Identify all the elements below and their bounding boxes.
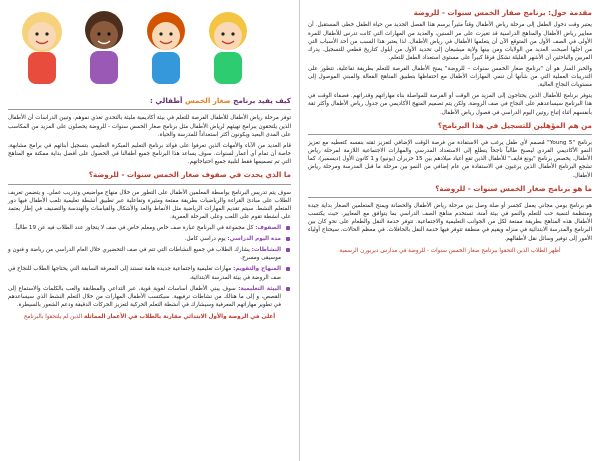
list-item: النشاطات: يشارك الطلاب في جميع النشاطات التي تتم في صف التحضيري خلال العام الدراسي من رياضة و فنون و موسيقى ومسرح.	[8, 247, 281, 262]
eligible-paragraph: برنامج "Young 5" مُصمم لأي طفل يرغب في الاستفادة من فرصة الوقت الإضافي لتعزيز ثقته بنفسه كتعطيه مع تعزيز النمو الأكاديمي الفردي ليصبح طالباً ناجحاً يتطلع إلى الاستعداد المدرسي والمهارات الاجتماعية اللازمة لمرحلة رياض الأطفال. يخصص برنامج "يونغ فايف" للأطفال الذين تقع أعياد ميلادهم بين 15 حزيران (يونيو) و 1 كانون الأول (ديسمبر). كما تشجع البرنامج الأطفال الذين يرغبون في الاستفادة من عام إضافي من النمو بين مرحلة ما قبل المدرسة ومرحلة رياض الأطفال.	[308, 140, 593, 179]
happens-title: ما الذي يحدث في صفوف صغار الخمس سنوات - للروضة؟	[88, 170, 291, 180]
list-item: البيئة التعليمية: سوف يبني الأطفال أساسات لغوية قوية، عبر التداعي والمطابقة والعب بالكلمات والاستماع إلى القصص، و إلى ما هنالك من نشاطات ترفيهية. سيكتسب الأطفال المهارات من خلال التعلم النشط الذي سيساعدهم في تطوير مهاراتهم المعرفية وسيشارك في أنشطة التعلم الحركية لتعزيز الحركات الدقيقة ودعم الشعور بالسيطرة.	[8, 285, 281, 308]
right-footer: أظهر الطلاب الذين التحقوا ببرنامج صغار الخمس سنوات - للروضة في مدارس ديربورن الرسمية	[339, 247, 561, 254]
benefit-title: كيف يفيد برنامج صغار الخمس أطفالي :	[150, 96, 291, 105]
title-underline	[8, 184, 291, 185]
list-item: المنهاج والتقويم: مهارات تعليمية واجتماعية جديدة هامة تستند إلى المعرفة السابقة التي يحتاجها الطلاب للنجاح في صف الروضة في بيئة المدرسة الابتدائية.	[8, 266, 281, 281]
kid-redhead-icon	[136, 4, 196, 92]
intro-paragraph-3: يتوفر برنامج للأطفال الذين يحتاجون إلى المزيد من الوقت أو الفرصة للمواصلة بناء مهاراتهم وقدراتهم. فصفاء الوقت في هذا البرنامج سيساعدهم على النجاح في صف الروضة. ولكن يتم تصميم المنهج الأكاديمي من جدول رياض الأطفال وأكثر ثقة بأنفسهم أثناء إتباع روتين اليوم الدراسي في فصول رياض الأطفال.	[308, 93, 592, 116]
list-item: الصفوف: كل مجموعة في البرنامج عبارة صف خاص ومعلم خاص في صف لا يتجاوز عدد الطلاب فيه عن 19 طالباً.	[8, 224, 281, 232]
title-underline	[8, 109, 291, 110]
happens-paragraph: سوف يتم تدريس البرنامج بواسطة المعلمين الأطفال على التطور من خلال منهاج مواضيعي وتدريب عملي. و يتضمن تعريف الطلاب على مبادئ القراءة والرياضيات بطريقة ممتعة ومثيرة وتفاعلية عبر تطبيق أنشطة تعليمية تلعب الأطفال فيها دور المتعلم النشط. سيتم تقديم المهارات الرياضية مثل الأنماط والعد والأشكال والقياسات والهندسة والتصنيف في إطار يعتمد على أنشطة تقوم على اللعب وعلى المرحلة العمرية.	[8, 189, 291, 220]
title-underline	[308, 134, 592, 135]
kid-smiling-icon	[198, 4, 258, 92]
title-underline	[308, 197, 592, 198]
kid-blonde-icon	[12, 4, 72, 92]
list-item: مدة اليوم الدراسي: يوم دراسي كامل.	[8, 235, 281, 243]
feature-list	[8, 224, 291, 309]
eligible-title: من هم المؤهلين للتسجيل في هذا البرنامج؟	[437, 120, 592, 130]
benefit-paragraph-1: توفر مرحلة رياض الأطفال للأطفال الفرصة للتعلم في بيئة أكاديمية مليئة بالتحدي تغذي نموهم. وتبين الدراسات أن الأطفال الذين يلتحقون ببرامج تهيئهم لرياض الأطفال مثل برنامج صغار الخمس سنوات - للروضة يحصلون على المزيد من المكاسب على المدى البعيد ويكونون أكثر استعداداً للمدرسة والحياة.	[8, 115, 291, 138]
kid-curly-icon	[74, 4, 134, 92]
left-footer: أعلى في الروضة والأول الابتدائي مقارنة بالطلاب في الأعمار المماثلة الذين لم يلتحقوا بالبرنامج	[23, 313, 276, 320]
right-column	[300, 0, 600, 461]
what-title: ما هو برنامج صغار الخمس سنوات - للروضة؟	[435, 183, 592, 193]
intro-paragraph-2: والخبر السار هو أن "برنامج صغار الخمس سنوات – للروضة" يمنح الأطفال الفرصة للتعلم بطريقة تفاعلية، تتطور على التدريبات العملية التي من شأنها أن تنمي المهارات الأطفال مع احتفاظها بتطبيق المناهج الفعالة والمبني الموصول إلى مستويات النجاح العالية.	[308, 65, 592, 89]
what-paragraph: هو برنامج يومي مجاني يعمل كجسر أو صلة وصل بين مرحلة رياض الأطفال والحضانة ويمنح المتعلمين الصغار بداية جيدة ومنتظمة لتنمية حب للتعلم والنمو في بيئة آمنة، تستخدم مناهج الصف الدراسي بما يتوافق مع المعايير. حيث يكتسب الأطفال هذه المناهج بطريقة ممتعة لكل من الجوانب التعليمية والاجتماعية. تتوفر خدمة النقل والطعام على نحو كان بين البرنامج والمدرسة الابتدائية في منزله ويقيم في منطقة تتوفر فيها خدمة النقل بالحافلات. في معظم الحالات، سيحتاج أولياء الأمور إلى توفير وسائل نقل لأطفالهم.	[308, 203, 592, 242]
benefit-paragraph-2: قام العديد من الآباء والأمهات الذين تعرفوا على فوائد برنامج التعليم المبكرة التعليمي بتسجيل أبنائهم في برامج مشابهة، خاصة أن تمام أي أعمار لسنوات. سوف يساعد هذا البرنامج جميع أطفالنا في الحصول على أفضل بداية ممكنة مع المناهج التي تم تصميمها فقط لتلبية جميع احتياجاتهم.	[8, 142, 291, 165]
kids-illustration	[8, 4, 291, 92]
intro-title: مقدمة حول: برنامج صفار الخمس سنوات - للروضة	[413, 8, 592, 17]
intro-paragraph-1: يعتبر وقت دخول الطفل إلى مرحلة رياض الأطفال وقتاً مثيراً يرسم هذا الفصل الجديد من حياة الطفل خطى المستقبل. أن معايير رياض الأطفال والمناهج الدراسية قد تغيرت على مر السنين، والعديد من المهارات التي كانت تدرس للأطفال للمرة الأولى في الصف الأول من المتوقع الآن أن يتعلمها الأطفال في رياض الأطفال. لذا يعتبر هذا السبب من أحد الأسباب التي من أجلها أصبحت العديد من الولايات ومن بينها ولاية ميشيغان إلى تحديد الأول من أيلول كتاريخ قطعي للتسجيل. يدرك المربين والباحثين أن الأشهر القليلة تشكل فرقا كبيراً على مستوى استعداد الطفل للتعلم.	[308, 22, 592, 61]
